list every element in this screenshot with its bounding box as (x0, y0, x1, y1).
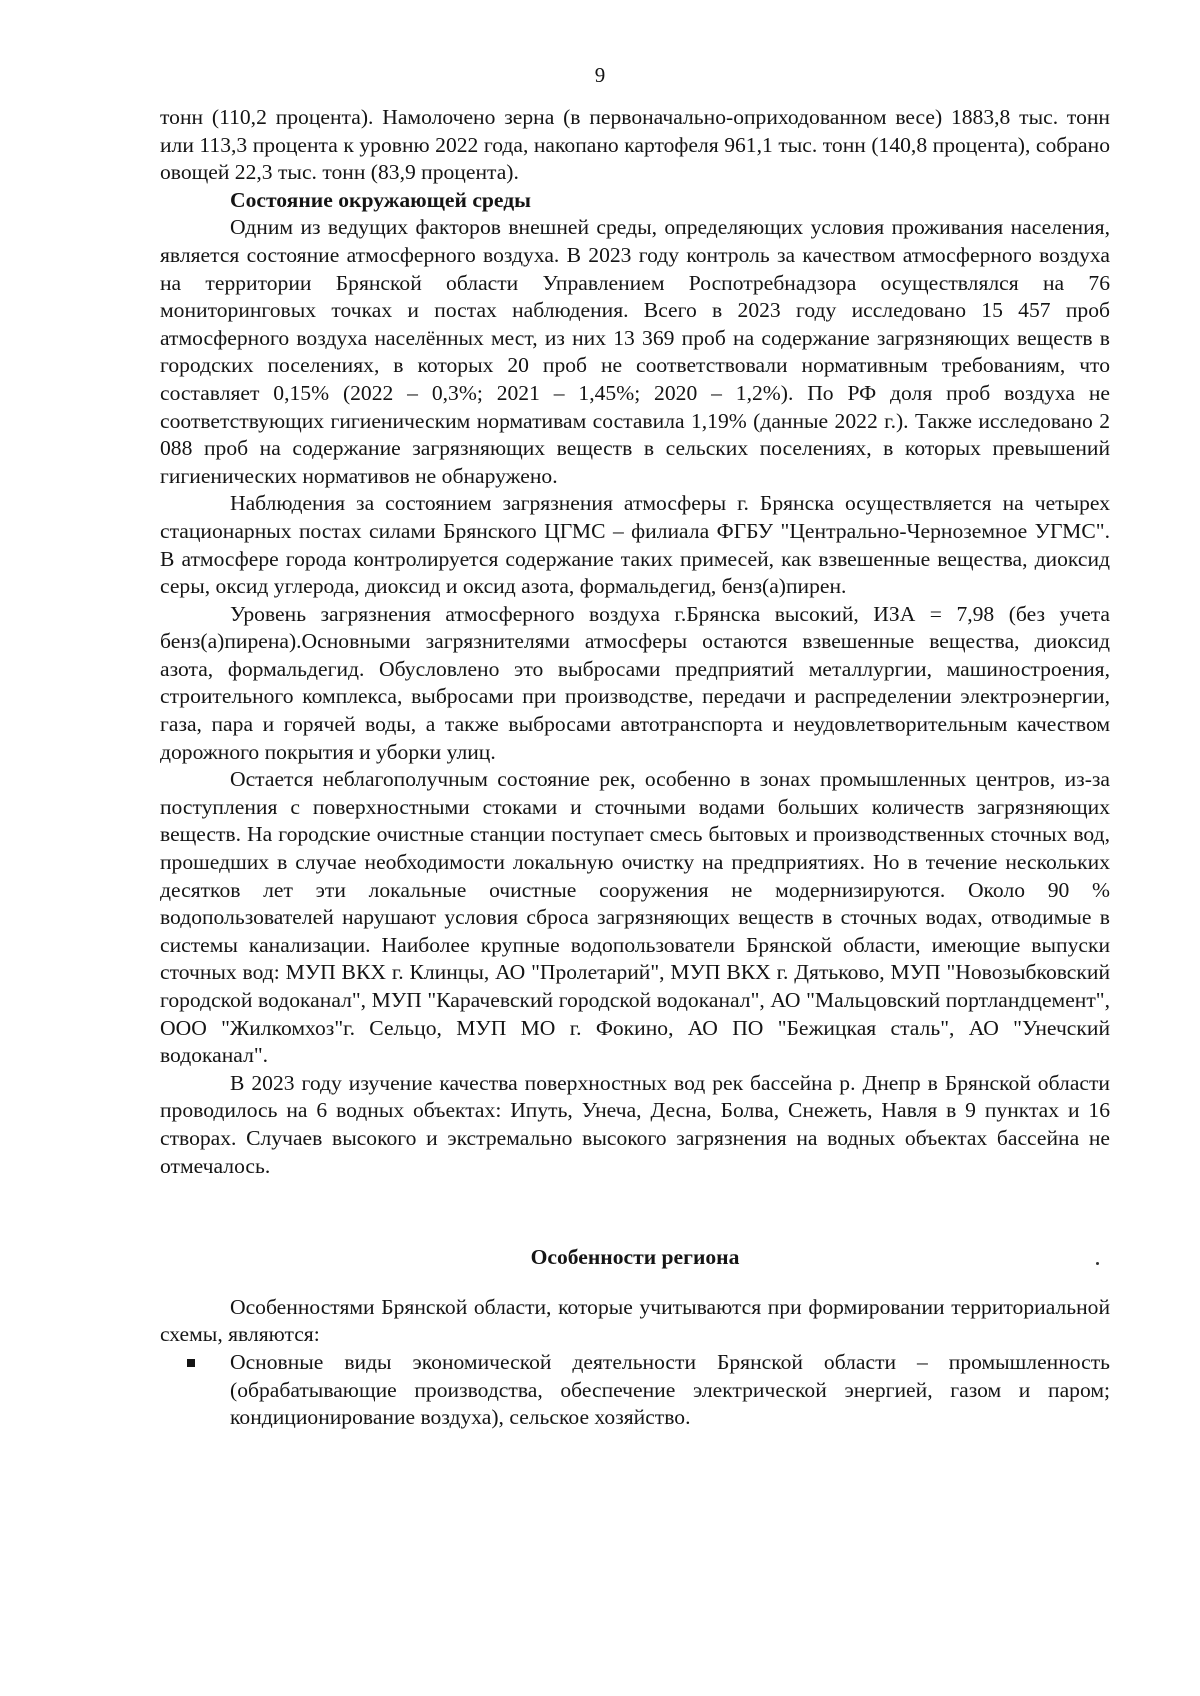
page-content (160, 104, 1110, 1432)
environment-paragraph-monitoring-posts: Наблюдения за состоянием загрязнения атмосферы г. Брянска осуществляется на четырех стационарных постах силами Брянского ЦГМС – филиала ФГБУ "Центрально-Черноземное УГМС". В атмосфере города контролируется содержание таких примесей, как взвешенные вещества, диоксид серы, оксид углерода, диоксид и оксид азота, формальдегид, бенз(а)пирен. (160, 491, 1110, 599)
list-item (160, 1349, 1110, 1432)
environment-heading: Состояние окружающей среды (230, 187, 531, 212)
page-number: 9 (594, 63, 606, 87)
region-intro-paragraph: Особенностями Брянской области, которые учитываются при формировании территориальной схемы, являются: (160, 1294, 1110, 1347)
square-bullet-icon (187, 1359, 195, 1367)
scan-speck (1096, 1262, 1099, 1265)
region-heading: Особенности региона (530, 1245, 740, 1270)
region-features-list (160, 1349, 1110, 1432)
list-item-text: Основные виды экономической деятельности Брянской области – промышленность (обрабатывающие производства, обеспечение электрической энергией, газом и паром; кондиционирование воздуха), сельское хозяйство. (230, 1349, 1110, 1430)
environment-paragraph-air-quality: Одним из ведущих факторов внешней среды, определяющих условия проживания населения, является состояние атмосферного воздуха. В 2023 году контроль за качеством атмосферного воздуха на территории Брянской области Управлением Роспотребнадзора осуществлялся на 76 мониторинговых точках и постах наблюдения. Всего в 2023 году исследовано 15 457 проб атмосферного воздуха населённых мест, из них 13 369 проб на содержание загрязняющих веществ в городских поселениях, в которых 20 проб не соответствовали нормативным требованиям, что составляет 0,15% (2022 – 0,3%; 2021 – 1,45%; 2020 – 1,2%). По РФ доля проб воздуха не соответствующих гигиеническим нормативам составила 1,19% (данные 2022 г.). Также исследовано 2 088 проб на содержание загрязняющих веществ в сельских поселениях, в которых превышений гигиенических нормативов не обнаружено. (160, 215, 1110, 488)
environment-paragraph-surface-water: В 2023 году изучение качества поверхностных вод рек бассейна р. Днепр в Брянской области проводилось на 6 водных объектах: Ипуть, Унеча, Десна, Болва, Снежеть, Навля в 9 пунктах и 16 створах. Случаев высокого и экстремально высокого загрязнения на водных объектах бассейна не отмечалось. (160, 1070, 1110, 1178)
intro-paragraph: тонн (110,2 процента). Намолочено зерна (в первоначально-оприходованном весе) 1883,8 тыс. тонн или 113,3 процента к уровню 2022 года, накопано картофеля 961,1 тыс. тонн (140,8 процента), собрано овощей 22,3 тыс. тонн (83,9 процента). (160, 105, 1110, 185)
environment-paragraph-pollution-level: Уровень загрязнения атмосферного воздуха г.Брянска высокий, ИЗА = 7,98 (без учета бенз(а)пирена).Основными загрязнителями атмосферы остаются взвешенные вещества, диоксид азота, формальдегид. Обусловлено это выбросами предприятий металлургии, машиностроения, строительного комплекса, выбросами при производстве, передачи и распределении электроэнергии, газа, пара и горячей воды, а также выбросами автотранспорта и неудовлетворительным качеством дорожного покрытия и уборки улиц. (160, 601, 1110, 764)
environment-paragraph-rivers: Остается неблагополучным состояние рек, особенно в зонах промышленных центров, из-за поступления с поверхностными стоками и сточными водами больших количеств загрязняющих веществ. На городские очистные станции поступает смесь бытовых и производственных сточных вод, прошедших в случае необходимости локальную очистку на предприятиях. Но в течение нескольких десятков лет эти локальные очистные сооружения не модернизируются. Около 90 % водопользователей нарушают условия сброса загрязняющих веществ в сточных водах, отводимые в системы канализации. Наиболее крупные водопользователи Брянской области, имеющие выпуски сточных вод: МУП ВКХ г. Клинцы, АО "Пролетарий", МУП ВКХ г. Дятьково, МУП "Новозыбковский городской водоканал", МУП "Карачевский городской водоканал", АО "Мальцовский портландцемент", ООО "Жилкомхоз"г. Сельцо, МУП МО г. Фокино, АО ПО "Бежицкая сталь", АО "Унечский водоканал". (160, 767, 1110, 1068)
